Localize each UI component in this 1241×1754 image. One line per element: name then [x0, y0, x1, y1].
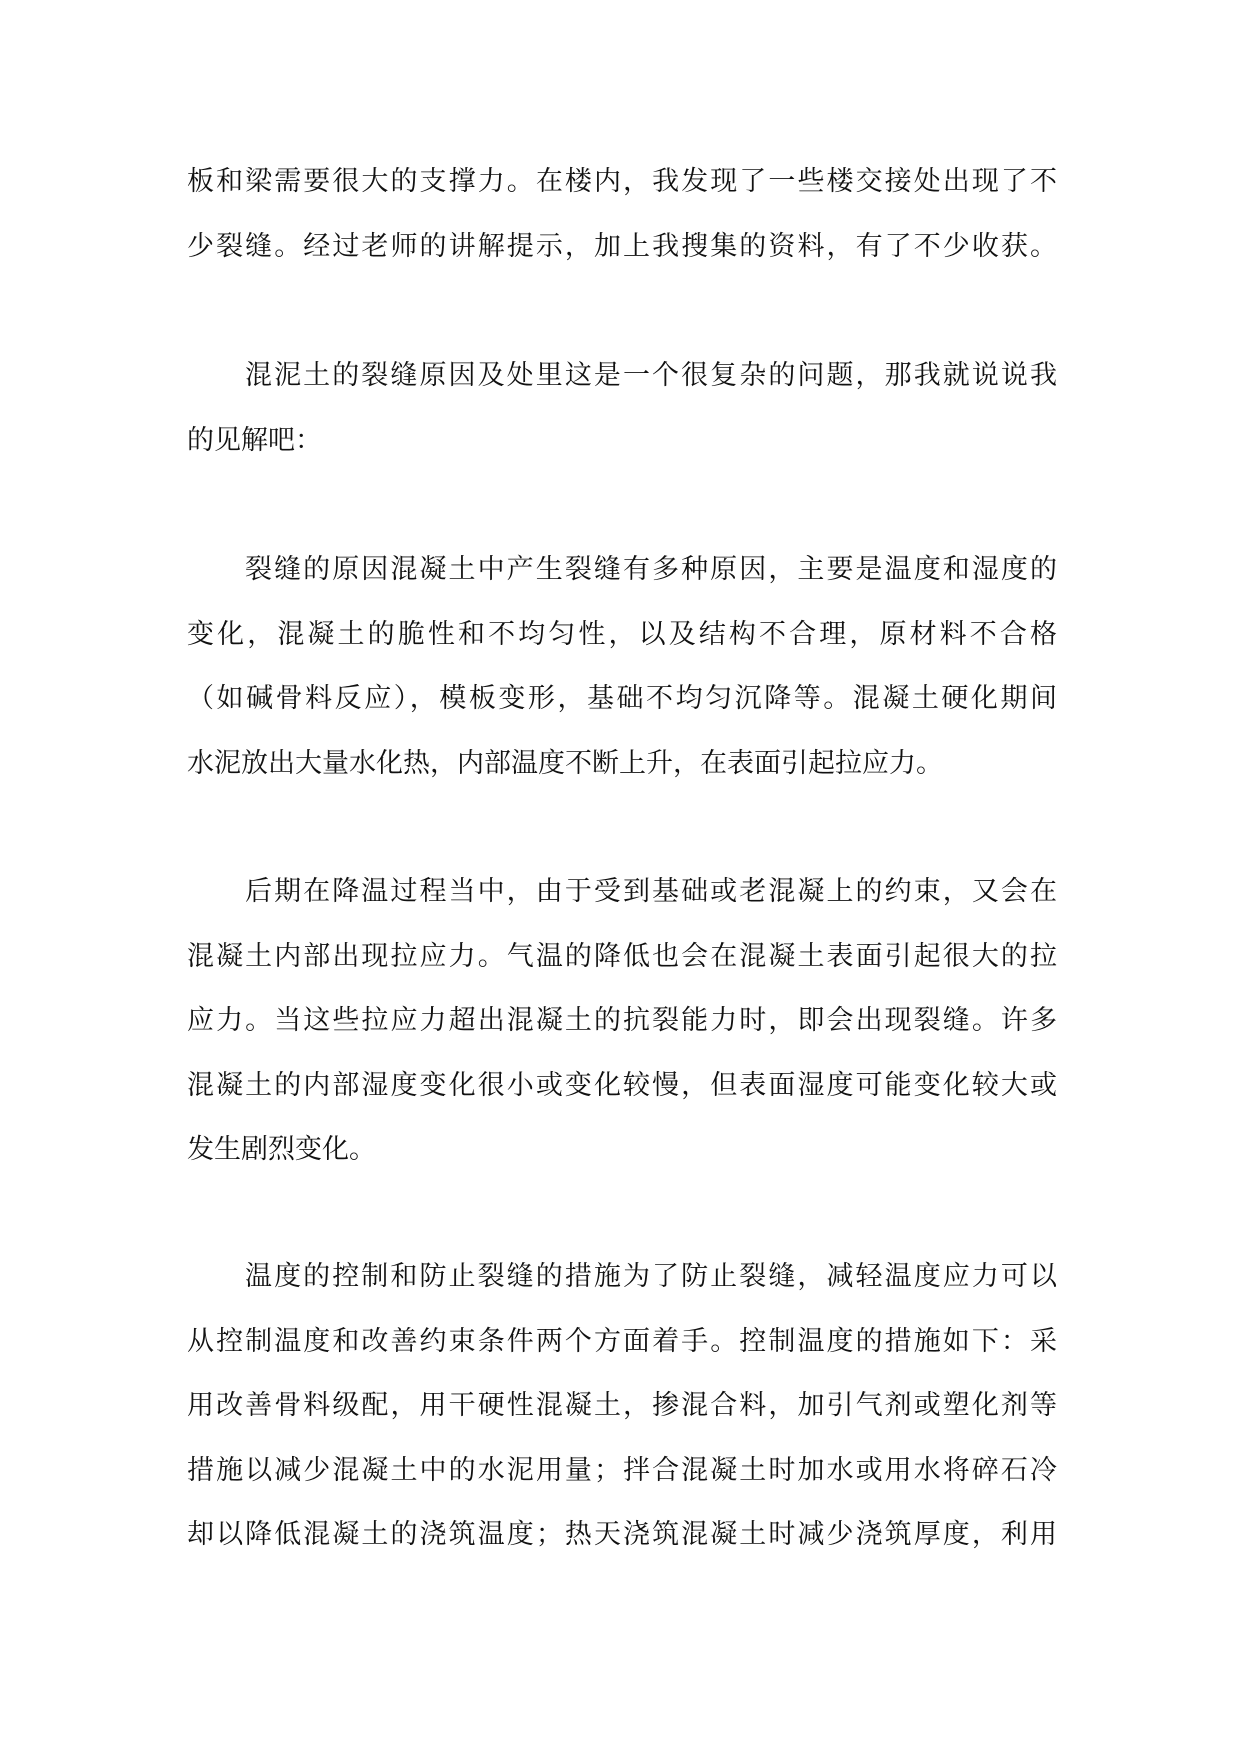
paragraph-line: （如碱骨料反应），模板变形，基础不均匀沉降等。混凝土硬化期间	[187, 683, 1057, 714]
paragraph-line: 温度的控制和防止裂缝的措施为了防止裂缝，减轻温度应力可以	[245, 1261, 1057, 1292]
paragraph-line: 板和梁需要很大的支撑力。在楼内，我发现了一些楼交接处出现了不	[187, 166, 1057, 197]
paragraph-line: 裂缝的原因混凝土中产生裂缝有多种原因，主要是温度和湿度的	[245, 554, 1057, 585]
paragraph-line: 混泥土的裂缝原因及处里这是一个很复杂的问题，那我就说说我	[245, 360, 1057, 391]
paragraph-line: 发生剧烈变化。	[187, 1134, 376, 1165]
paragraph-line: 应力。当这些拉应力超出混凝土的抗裂能力时，即会出现裂缝。许多	[187, 1005, 1057, 1036]
paragraph-line: 少裂缝。经过老师的讲解提示，加上我搜集的资料，有了不少收获。	[187, 230, 1057, 262]
paragraph-line: 从控制温度和改善约束条件两个方面着手。控制温度的措施如下：采	[187, 1325, 1057, 1357]
paragraph-line: 变化，混凝土的脆性和不均匀性，以及结构不合理，原材料不合格	[187, 618, 1057, 650]
paragraph-line: 水泥放出大量水化热，内部温度不断上升，在表面引起拉应力。	[187, 747, 943, 779]
paragraph-1	[187, 150, 1057, 279]
paragraph-line: 的见解吧：	[187, 424, 322, 456]
paragraph-line: 措施以减少混凝土中的水泥用量；拌合混凝土时加水或用水将碎石冷	[187, 1454, 1057, 1486]
paragraph-line: 后期在降温过程当中，由于受到基础或老混凝上的约束，又会在	[245, 876, 1057, 907]
paragraph-4	[187, 860, 1057, 1183]
paragraph-3	[187, 538, 1057, 796]
paragraph-5	[187, 1245, 1057, 1568]
paragraph-line: 用改善骨料级配，用干硬性混凝土，掺混合料，加引气剂或塑化剂等	[187, 1390, 1057, 1421]
paragraph-line: 却以降低混凝土的浇筑温度；热天浇筑混凝土时减少浇筑厚度，利用	[187, 1519, 1057, 1550]
paragraph-2	[187, 344, 1057, 473]
paragraph-line: 混凝土的内部湿度变化很小或变化较慢，但表面湿度可能变化较大或	[187, 1069, 1057, 1101]
paragraph-line: 混凝土内部出现拉应力。气温的降低也会在混凝土表面引起很大的拉	[187, 940, 1057, 972]
